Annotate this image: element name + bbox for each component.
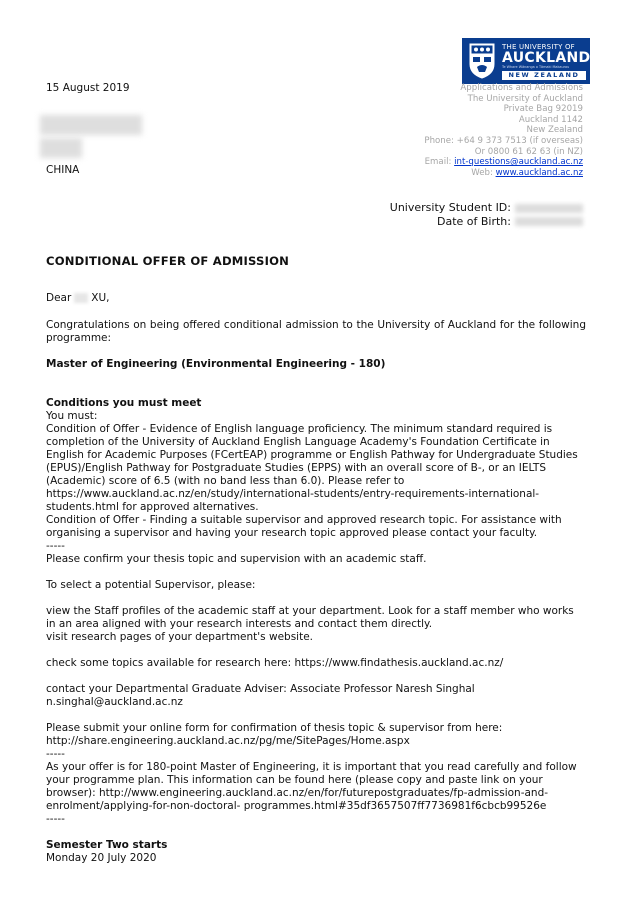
separator: ----- (46, 748, 65, 760)
salutation-word: Dear (46, 292, 72, 304)
web-label: Web: (471, 167, 496, 178)
dob-row (390, 215, 583, 229)
logo-country: NEW ZEALAND (502, 71, 586, 80)
semester-heading: Semester Two starts (46, 839, 168, 851)
recipient-country: CHINA (46, 164, 80, 176)
condition-english: Condition of Offer - Evidence of English language proficiency. The minimum standard required is completion of the University of Auckland English Language Academy's Foundation Certificate in English for Academic Purposes (FCertEAP) programme or English Pathway for Undergraduate Studies (EPUS)/English Pathway for Postgraduate Studies (EPPS) with an overall score of B-, or an IELTS (Academic) score of 6.5 (with no band less than 6.0). Please refer to https://www.auckland.ac.nz/en/study/international-students/entry-requirements-international-students.html for approved alternatives. (46, 423, 578, 513)
submit-url: http://share.engineering.auckland.ac.nz/pg/me/SitePages/Home.aspx (46, 735, 410, 747)
sender-address (424, 83, 583, 178)
separator: ----- (46, 813, 65, 825)
redacted-given-name (74, 293, 88, 303)
phone-line-nz: Or 0800 61 62 63 (in NZ) (474, 146, 583, 157)
email-line (424, 157, 583, 168)
salutation (46, 292, 110, 304)
redacted-student-id (515, 204, 583, 213)
address-line: Auckland 1142 (518, 114, 583, 125)
intro-paragraph: Congratulations on being offered conditional admission to the University of Auckland for the following programme: (46, 319, 586, 344)
logo-line-1: THE UNIVERSITY OF (502, 43, 575, 51)
contact-adviser: contact your Departmental Graduate Adviser: Associate Professor Naresh Singhal (46, 683, 475, 695)
address-line: Private Bag 92019 (503, 104, 583, 115)
condition-supervisor: Condition of Offer - Finding a suitable supervisor and approved research topic. For assistance with organising a supervisor and having your research topic approved please contact your faculty. (46, 514, 562, 539)
view-staff-profiles: view the Staff profiles of the academic staff at your department. Look for a staff member who works in an area aligned with your research interests and contact them directly. (46, 605, 574, 630)
student-details (390, 201, 583, 228)
student-id-label: University Student ID: (389, 201, 511, 214)
confirm-topic: Please confirm your thesis topic and supervision with an academic staff. (46, 553, 427, 565)
programme-plan: As your offer is for 180-point Master of Engineering, it is important that you read carefully and follow your programme plan. This information can be found here (please copy and paste link on your browser): http://www.engineering.auckland.ac.nz/en/for/futurepostgraduates/fp-admission-and-enrolment/applying-for-non-doctoral- programmes.html#35df3657507ff7736981f6cbcb99526e (46, 761, 577, 812)
dob-label: Date of Birth: (436, 214, 511, 228)
redacted-address (40, 138, 82, 158)
logo-wordmark: AUCKLAND (502, 50, 591, 66)
adviser-email: n.singhal@auckland.ac.nz (46, 696, 183, 708)
email-link[interactable]: int-questions@auckland.ac.nz (454, 157, 583, 168)
select-supervisor: To select a potential Supervisor, please: (46, 579, 256, 591)
address-line: New Zealand (526, 125, 583, 136)
letter-date: 15 August 2019 (46, 82, 130, 94)
letter-title: CONDITIONAL OFFER OF ADMISSION (46, 254, 290, 268)
letter-body (46, 319, 586, 865)
separator: ----- (46, 540, 65, 552)
address-line: The University of Auckland (467, 93, 583, 104)
logo-maori-name: Te Whare Wānanga o Tāmaki Makaurau (502, 65, 570, 69)
web-link[interactable]: www.auckland.ac.nz (495, 167, 583, 178)
university-logo (462, 38, 590, 84)
visit-research-pages: visit research pages of your department's website. (46, 631, 314, 643)
submit-form: Please submit your online form for confirmation of thesis topic & supervisor from here: (46, 722, 503, 734)
you-must: You must: (46, 410, 98, 422)
student-id-row (390, 201, 583, 215)
conditions-heading: Conditions you must meet (46, 397, 202, 409)
redacted-dob (515, 217, 583, 226)
phone-line: Phone: +64 9 373 7513 (if overseas) (424, 135, 583, 146)
crest-icon (468, 42, 496, 79)
check-topics: check some topics available for research here: https://www.findathesis.auckland.ac.nz/ (46, 657, 504, 669)
email-label: Email: (424, 157, 455, 168)
redacted-name (40, 115, 142, 135)
address-line: Applications and Admissions (460, 83, 583, 93)
web-line (424, 168, 583, 179)
recipient-surname: XU, (91, 292, 110, 304)
semester-date: Monday 20 July 2020 (46, 852, 157, 864)
programme-name: Master of Engineering (Environmental Engineering - 180) (46, 358, 386, 370)
